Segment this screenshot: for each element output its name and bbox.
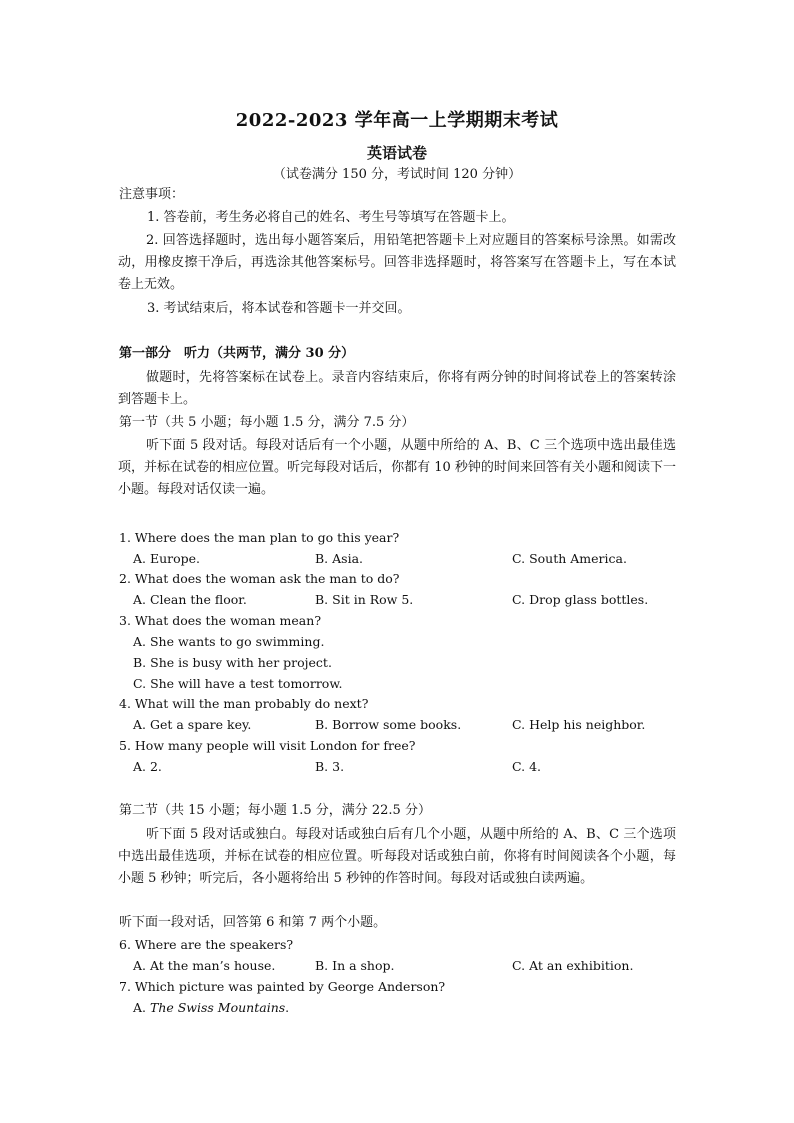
option-b: B. In a shop.: [315, 958, 395, 973]
question-stem: 1. Where does the man plan to go this year?: [119, 530, 400, 545]
question-stem: 5. How many people will visit London for free?: [119, 738, 416, 753]
notice-item-2: 2. 回答选择题时，选出每小题答案后，用铅笔把答题卡上对应题目的答案标号涂黑。如需改动，用橡皮擦干净后，再选涂其他答案标号。回答非选择题时，将答案写在答题卡上，写在本试卷上无效。: [118, 233, 676, 292]
part1-heading: 第一部分 听力（共两节，满分 30 分）: [119, 346, 355, 361]
option-c: C. Help his neighbor.: [512, 717, 646, 732]
painting-title: The Swiss Mountains: [149, 1000, 286, 1015]
option-a: A. Europe.: [133, 551, 201, 566]
exam-title: 2022-2023 学年高一上学期期末考试: [235, 110, 559, 131]
section2-heading: 第二节（共 15 小题；每小题 1.5 分，满分 22.5 分）: [119, 803, 431, 818]
question-stem: 7. Which picture was painted by George Anderson?: [119, 979, 446, 994]
option-c: C. 4.: [512, 759, 541, 774]
notice-item-1: 1. 答卷前，考生务必将自己的姓名、考生号等填写在答题卡上。: [147, 210, 515, 225]
group-intro: 听下面一段对话，回答第 6 和第 7 两个小题。: [119, 915, 387, 930]
exam-subject: 英语试卷: [366, 144, 427, 162]
section2-instruction: 听下面 5 段对话或独白。每段对话或独白后有几个小题，从题中所给的 A、B、C 三个选项中选出最佳选项，并标在试卷的相应位置。听每段对话或独白前，你将有时间阅读各个小题，每小题 5 秒钟；听完后，各小题将给出 5 秒钟的作答时间。每段对话或独白读两遍。: [118, 827, 676, 886]
option-b: B. 3.: [315, 759, 345, 774]
question-stem: 6. Where are the speakers?: [119, 937, 294, 952]
option-a: A. 2.: [133, 759, 162, 774]
option-c: C. South America.: [512, 551, 627, 566]
option-b: B. She is busy with her project.: [133, 655, 332, 670]
option-a-suffix: .: [285, 1000, 290, 1015]
section1-heading: 第一节（共 5 小题；每小题 1.5 分，满分 7.5 分）: [119, 415, 415, 430]
option-a: A. Get a spare key.: [133, 717, 252, 732]
notice-heading: 注意事项：: [119, 187, 185, 202]
section1-instruction: 听下面 5 段对话。每段对话后有一个小题，从题中所给的 A、B、C 三个选项中选出最佳选项，并标在试卷的相应位置。听完每段对话后，你都有 10 秒钟的时间来回答有关小题和阅读下一小题。每段对话仅读一遍。: [118, 438, 676, 497]
question-stem: 2. What does the woman ask the man to do?: [119, 571, 400, 586]
option-a: A. Clean the floor.: [133, 592, 247, 607]
option-c: C. At an exhibition.: [512, 958, 634, 973]
question-stem: 3. What does the woman mean?: [119, 613, 322, 628]
part1-intro: 做题时，先将答案标在试卷上。录音内容结束后，你将有两分钟的时间将试卷上的答案转涂到答题卡上。: [118, 370, 676, 407]
option-a: [133, 999, 289, 1017]
exam-info: （试卷满分 150 分，考试时间 120 分钟）: [272, 167, 522, 182]
option-c: C. Drop glass bottles.: [512, 592, 649, 607]
question-stem: 4. What will the man probably do next?: [119, 696, 369, 711]
option-b: B. Asia.: [315, 551, 363, 566]
option-b: B. Sit in Row 5.: [315, 592, 414, 607]
option-a: A. At the man’s house.: [133, 958, 276, 973]
option-a-prefix: A.: [133, 1000, 150, 1015]
option-c: C. She will have a test tomorrow.: [133, 676, 343, 691]
notice-item-3: 3. 考试结束后，将本试卷和答题卡一并交回。: [147, 301, 411, 316]
option-a: A. She wants to go swimming.: [133, 634, 325, 649]
option-b: B. Borrow some books.: [315, 717, 462, 732]
